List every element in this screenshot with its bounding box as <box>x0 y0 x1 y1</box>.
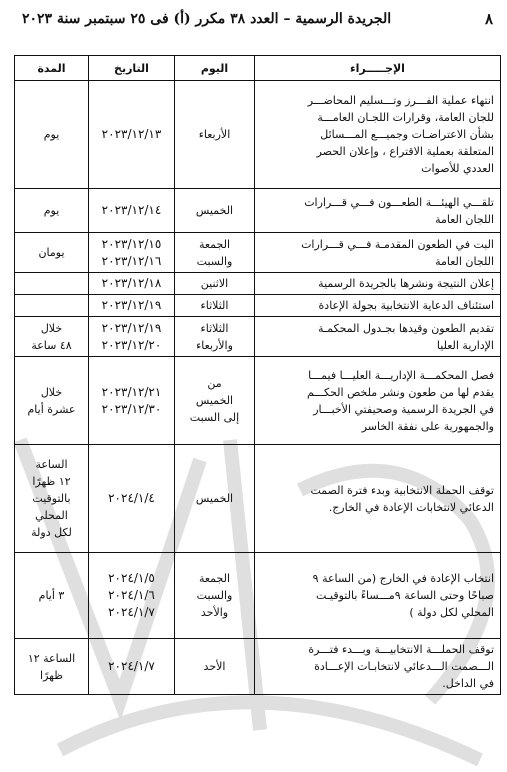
cell-line: ٢٠٢٣/١٢/٢٠ <box>101 337 162 352</box>
table-row <box>15 357 501 445</box>
cell-line: تقديم الطعون وقيدها بجـدول المحكمـة <box>318 321 494 335</box>
cell-line: الأحد <box>203 660 226 673</box>
action-cell <box>255 639 501 695</box>
cell-line: ٢٠٢٣/١٢/١٤ <box>101 203 162 217</box>
date-cell <box>89 317 175 357</box>
cell-line: للجان العامة، وقرارات اللجـان العامـــة <box>317 111 494 124</box>
date-cell <box>89 189 175 233</box>
cell-line: الخميس <box>195 394 234 407</box>
table-row <box>15 445 501 553</box>
cell-line: ٢٠٢٣/١٢/١٩ <box>101 298 162 312</box>
cell-line: الساعة <box>35 458 68 471</box>
cell-line: والجمهورية على نفقة الخاسر <box>361 419 494 433</box>
action-cell <box>255 81 501 189</box>
cell-line: والسبت <box>196 589 233 602</box>
cell-line: الثلاثاء <box>200 321 229 335</box>
cell-line: ٢٠٢٤/١/٥ <box>108 571 155 585</box>
cell-line: الجمعة <box>198 237 231 251</box>
cell-line: توقف الحملـــة الانتخابيـــة وبـــدء فتـــرة <box>308 643 494 656</box>
cell-line: الدعائي لانتخابات الإعادة في الخارج. <box>328 500 494 514</box>
cell-line: الثلاثاء <box>200 299 229 312</box>
date-cell <box>89 273 175 295</box>
table-header-row <box>15 56 501 81</box>
table-row <box>15 189 501 233</box>
cell-line: اللجان العامة <box>435 254 494 268</box>
cell-line: الجمعة <box>198 572 231 585</box>
day-cell <box>175 553 255 639</box>
cell-line: العددي للأصوات <box>421 162 494 175</box>
action-cell <box>255 357 501 445</box>
duration-cell <box>15 553 89 639</box>
election-schedule-table <box>14 55 501 695</box>
gazette-header-title: الجريدة الرسمية – العدد ٣٨ مكرر (أ) فى ٢٥ سبتمبر سنة ٢٠٢٣ <box>22 11 392 27</box>
cell-line: بالتوقيت <box>32 492 71 505</box>
cell-line: يومان <box>38 246 65 259</box>
duration-cell <box>15 189 89 233</box>
cell-line: يوم <box>43 204 60 217</box>
table-row <box>15 639 501 695</box>
column-header-duration: المدة <box>15 56 89 81</box>
action-cell <box>255 445 501 553</box>
duration-cell <box>15 81 89 189</box>
day-cell <box>175 233 255 273</box>
cell-line: استئناف الدعاية الانتخابية بجولة الإعادة <box>318 299 494 312</box>
page-number: ٨ <box>484 10 493 28</box>
cell-line: ٢٠٢٤/١/٧ <box>108 605 155 619</box>
cell-line: ٢٠٢٣/١٢/١٦ <box>101 253 162 268</box>
action-cell <box>255 317 501 357</box>
cell-line: المحلي <box>35 509 68 522</box>
cell-line: ٢٠٢٤/١/٤ <box>108 491 155 505</box>
cell-line: المحلي لكل دولة ) <box>409 606 494 619</box>
cell-line: فصل المحكمـــة الإداريـــة العليـــا فيمـــا <box>308 368 494 382</box>
table-row <box>15 295 501 317</box>
day-cell <box>175 295 255 317</box>
cell-line: ظهرًا <box>40 668 63 682</box>
table-row <box>15 233 501 273</box>
column-header-date: التاريخ <box>89 56 175 81</box>
date-cell <box>89 295 175 317</box>
day-cell <box>175 317 255 357</box>
date-cell <box>89 81 175 189</box>
duration-cell <box>15 445 89 553</box>
duration-cell <box>15 639 89 695</box>
table-row <box>15 317 501 357</box>
date-cell <box>89 357 175 445</box>
cell-line: انتهاء عملية الفـــرز وتـــسليم المحاضـــر <box>307 94 494 107</box>
cell-line: صباحًا وحتى الساعة ٩مـــساءً بالتوقيـت <box>316 589 494 602</box>
date-cell <box>89 445 175 553</box>
duration-cell <box>15 317 89 357</box>
cell-line: ٣ أيام <box>38 589 65 602</box>
page-header <box>22 8 493 30</box>
cell-line: الأربعاء <box>198 128 231 141</box>
table-row <box>15 553 501 639</box>
cell-line: عشرة أيام <box>27 402 76 416</box>
cell-line: انتخاب الإعادة في الخارج (من الساعة ٩ <box>312 572 494 585</box>
action-cell <box>255 553 501 639</box>
cell-line: ٢٠٢٤/١/٦ <box>108 588 155 602</box>
cell-line: إلى السبت <box>189 411 240 424</box>
table-row <box>15 273 501 295</box>
cell-line: ٢٠٢٣/١٢/١٨ <box>101 276 162 290</box>
cell-line: خلال <box>40 385 63 399</box>
cell-line: والأحد <box>200 606 229 619</box>
cell-line: في الجريدة الرسمية وصحيفتي الأخبـــار <box>313 402 494 416</box>
action-cell <box>255 189 501 233</box>
column-header-day: اليوم <box>175 56 255 81</box>
cell-line: الاثنين <box>200 277 229 290</box>
column-header-action: الإجـــــراء <box>255 56 501 81</box>
day-cell <box>175 357 255 445</box>
duration-cell <box>15 357 89 445</box>
date-cell <box>89 639 175 695</box>
duration-cell <box>15 233 89 273</box>
day-cell <box>175 81 255 189</box>
date-cell <box>89 553 175 639</box>
table-row <box>15 81 501 189</box>
cell-line: يوم <box>43 128 60 141</box>
cell-line: المتعلقة بعملية الاقتراع ، وإعلان الحصر <box>316 145 494 158</box>
cell-line: خلال <box>40 321 63 335</box>
cell-line: والسبت <box>196 254 233 268</box>
cell-line: تلقـــي الهيئـــة الطعـــون فـــي قـــرارات <box>304 195 494 209</box>
cell-line: ٤٨ ساعة <box>31 338 72 352</box>
cell-line: ١٢ ظهرًا <box>32 475 71 488</box>
action-cell <box>255 273 501 295</box>
action-cell <box>255 233 501 273</box>
cell-line: والأربعاء <box>196 338 233 352</box>
cell-line: بشأن الاعتراضـات وجميـــع المـــسائل <box>320 128 494 141</box>
duration-cell <box>15 273 89 295</box>
cell-line: الخميس <box>195 492 234 505</box>
day-cell <box>175 639 255 695</box>
cell-line: من <box>207 377 222 390</box>
cell-line: ٢٠٢٣/١٢/١٣ <box>101 127 162 141</box>
action-cell <box>255 295 501 317</box>
day-cell <box>175 189 255 233</box>
cell-line: إعلان النتيجة ونشرها بالجريدة الرسمية <box>318 277 494 290</box>
cell-line: ٢٠٢٣/١٢/١٥ <box>101 236 162 251</box>
duration-cell <box>15 295 89 317</box>
cell-line: ٢٠٢٣/١٢/١٩ <box>101 320 162 335</box>
cell-line: ٢٠٢٣/١٢/٢١ <box>101 384 162 399</box>
day-cell <box>175 445 255 553</box>
cell-line: في الداخل. <box>442 677 494 690</box>
cell-line: البت في الطعون المقدمـة فـــي قـــرارات <box>301 237 494 251</box>
cell-line: الساعة ١٢ <box>27 651 76 665</box>
cell-line: اللجان العامة <box>435 212 494 226</box>
cell-line: ٢٠٢٣/١٢/٣٠ <box>101 401 162 416</box>
cell-line: توقف الحملة الانتخابية وبدء فترة الصمت <box>310 483 494 497</box>
cell-line: لكل دولة <box>31 526 72 539</box>
cell-line: يقدم لها من طعون ونشر ملخص الحكـــم <box>307 385 494 399</box>
date-cell <box>89 233 175 273</box>
day-cell <box>175 273 255 295</box>
cell-line: الخميس <box>195 204 234 217</box>
cell-line: الـــصمت الـــدعائي لانتخابـات الإعـــادة <box>314 660 494 673</box>
cell-line: ٢٠٢٤/١/٧ <box>108 659 155 673</box>
cell-line: الإدارية العليا <box>436 338 494 352</box>
